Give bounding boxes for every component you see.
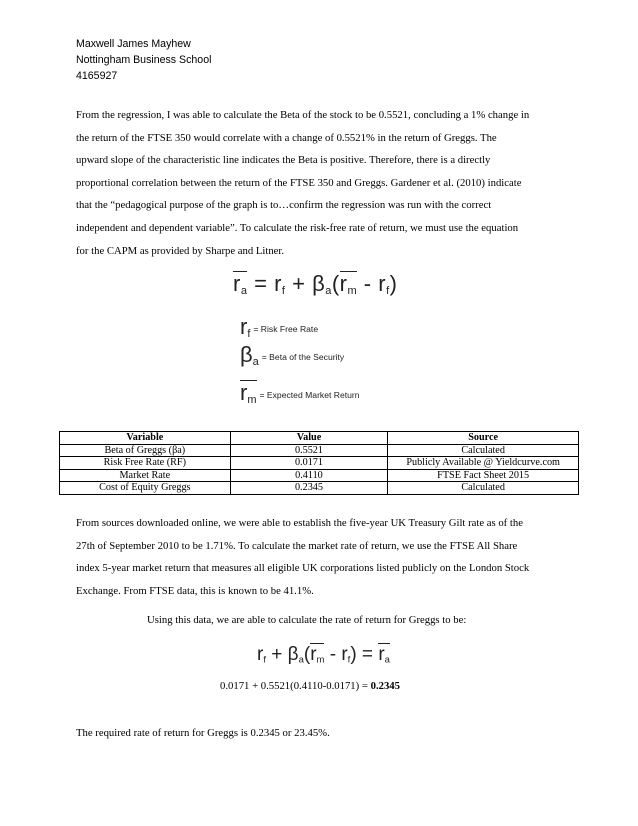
text-line: 27th of September 2010 to be 1.71%. To calculate the market rate of return, we use the FTSE All Share xyxy=(76,539,518,552)
legend-market-return: $r_m$ = Expected Market Return xyxy=(240,380,360,406)
author-name: Maxwell James Mayhew xyxy=(76,38,191,50)
beta-symbol: $\beta_a$ xyxy=(312,271,332,297)
table-cell: 0.5521 xyxy=(230,444,388,457)
table-cell: Beta of Greggs (βa) xyxy=(60,444,231,457)
table-cell: Market Rate xyxy=(60,469,231,482)
conclusion-text: The required rate of return for Greggs is 0.2345 or 23.45%. xyxy=(76,727,330,739)
column-header: Source xyxy=(388,432,579,445)
risk-free-symbol: $r_f$ xyxy=(274,271,286,297)
capm-formula: $r_a = r_f + \beta_a(r_m - r_f)$ xyxy=(233,271,398,297)
school-name: Nottingham Business School xyxy=(76,54,212,66)
text-line: index 5-year market return that measures all eligible UK corporations listed publicly on the London Stock xyxy=(76,562,530,575)
calculation-line xyxy=(220,680,400,692)
table-cell: 0.2345 xyxy=(230,482,388,495)
text-line: for the CAPM as provided by Sharpe and Litner. xyxy=(76,244,285,257)
table-cell: Risk Free Rate (RF) xyxy=(60,457,231,470)
table-cell: Cost of Equity Greggs xyxy=(60,482,231,495)
table-cell: Calculated xyxy=(388,482,579,495)
table-row xyxy=(60,482,579,495)
table-cell: FTSE Fact Sheet 2015 xyxy=(388,469,579,482)
text-line: From the regression, I was able to calculate the Beta of the stock to be 0.5521, concluding a 1% change in xyxy=(76,109,530,121)
table-cell: Publicly Available @ Yieldcurve.com xyxy=(388,457,579,470)
author-header xyxy=(76,36,211,84)
student-id: 4165927 xyxy=(76,70,118,82)
market-return-symbol: $r_m$ xyxy=(310,644,325,666)
table-cell: Calculated xyxy=(388,444,579,457)
paragraph-data-sources xyxy=(76,512,568,602)
calculation-result: 0.2345 xyxy=(370,680,400,692)
table-row xyxy=(60,444,579,457)
table-cell: 0.4110 xyxy=(230,469,388,482)
risk-free-symbol: $r_f$ xyxy=(341,644,351,666)
capm-formula-rearranged: $r_f + \beta_a(r_m - r_f) = r_a$ xyxy=(257,644,390,666)
table-row xyxy=(60,457,579,470)
text-line: proportional correlation between the return of the FTSE 350 and Greggs. Gardener et al. (2010) indicate xyxy=(76,176,522,189)
risk-free-symbol: $r_f$ xyxy=(378,271,390,297)
legend-risk-free: $r_f$ = Risk Free Rate xyxy=(240,314,319,340)
mean-return-symbol: $r_a$ xyxy=(233,271,248,297)
calculation-intro: Using this data, we are able to calculate the rate of return for Greggs to be: xyxy=(147,614,467,626)
table-row xyxy=(60,469,579,482)
beta-symbol: $\beta_a$ xyxy=(287,644,304,666)
table-header-row xyxy=(60,432,579,445)
calculation-expression: 0.0171 + 0.5521(0.4110-0.0171) = xyxy=(220,680,371,692)
variables-table xyxy=(59,431,579,495)
column-header: Variable xyxy=(60,432,231,445)
text-line: that the “pedagogical purpose of the graph is to…confirm the regression was run with the correct xyxy=(76,199,492,212)
text-line: Exchange. From FTSE data, this is known to be 41.1%. xyxy=(76,584,314,597)
text-line: upward slope of the characteristic line indicates the Beta is positive. Therefore, there is a directly xyxy=(76,154,491,167)
text-line: independent and dependent variable”. To calculate the risk-free rate of return, we must use the equation xyxy=(76,221,519,234)
legend-beta: $\beta_a$ = Beta of the Security xyxy=(240,342,345,368)
column-header: Value xyxy=(230,432,388,445)
market-return-symbol: $r_m$ xyxy=(339,271,358,297)
table-cell: 0.0171 xyxy=(230,457,388,470)
risk-free-symbol: $r_f$ xyxy=(257,644,266,666)
text-line: the return of the FTSE 350 would correlate with a change of 0.5521% in the return of Greggs. The xyxy=(76,131,497,144)
paragraph-beta-explanation xyxy=(76,104,568,262)
text-line: From sources downloaded online, we were able to establish the five-year UK Treasury Gilt rate as of the xyxy=(76,517,523,529)
mean-return-symbol: $r_a$ xyxy=(378,644,390,666)
